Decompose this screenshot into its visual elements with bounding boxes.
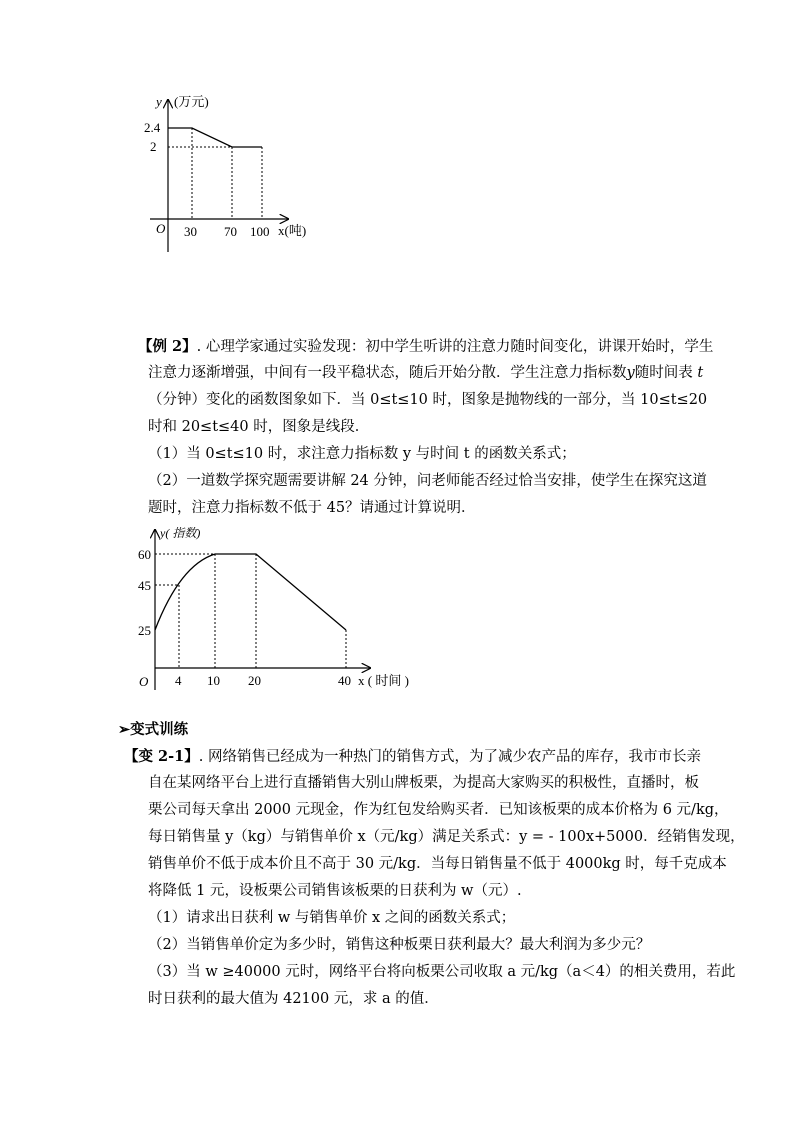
example2-line1-text: . 心理学家通过实验发现：初中学生听讲的注意力随时间变化，讲课开始时，学生 — [196, 339, 714, 355]
fig2-origin: O — [139, 674, 149, 689]
example2-line4: 时和 20≤t≤40 时，图象是线段． — [148, 419, 370, 435]
fig2-ytick-45: 45 — [138, 578, 151, 593]
example2-question-2a: （2）一道数学探究题需要讲解 24 分钟，问老师能否经过恰当安排，使学生在探究这道 — [148, 473, 707, 489]
practice-line5: 销售单价不低于成本价且不高于 30 元/kg．当每日销售量不低于 4000kg 时，每千克成本 — [148, 856, 727, 872]
example2-question-2b: 题时，注意力指标数不低于 45？请通过计算说明． — [148, 500, 476, 516]
practice-line4: 每日销售量 y（kg）与销售单价 x（元/kg）满足关系式：y = - 100x+5000．经销售发现， — [148, 829, 745, 845]
example2-tag: 【例 2】 — [138, 338, 197, 355]
fig1-ytick-2: 2 — [150, 139, 157, 154]
practice-line3: 栗公司每天拿出 2000 元现金，作为红包发给购买者．已知该板栗的成本价格为 6 元/kg， — [148, 802, 729, 818]
fig2-linear-segments — [215, 554, 346, 630]
fig2-y-label: y( 指数) — [160, 526, 201, 540]
practice-question-3b: 时日获利的最大值为 42100 元，求 a 的值． — [148, 991, 439, 1007]
fig1-xtick-100: 100 — [250, 224, 270, 239]
fig2-xtick-4: 4 — [175, 673, 182, 688]
practice-question-1: （1）请求出日获利 w 与销售单价 x 之间的函数关系式； — [148, 910, 516, 926]
practice-question-3: （3）当 w ≥40000 元时，网络平台将向板栗公司收取 a 元/kg（a＜4）的相关费用，若此 — [148, 964, 736, 980]
example2-line2 — [148, 360, 704, 387]
fig1-y-unit: (万元) — [174, 94, 209, 109]
example2-question-1: （1）当 0≤t≤10 时，求注意力指标数 y 与时间 t 的函数关系式； — [148, 446, 576, 462]
fig1-x-label: x(吨) — [278, 223, 307, 238]
example2-line3: （分钟）变化的函数图象如下．当 0≤t≤10 时，图象是抛物线的一部分，当 10≤t≤20 — [148, 392, 708, 408]
fig1-function-line — [168, 128, 262, 147]
fig1-xtick-70: 70 — [224, 224, 237, 239]
fig1-ytick-2.4: 2.4 — [144, 120, 161, 135]
example2-line1 — [138, 333, 714, 361]
fig1-origin: O — [156, 221, 166, 236]
fig2-ytick-25: 25 — [138, 623, 151, 638]
practice-question-2: （2）当销售单价定为多少时，销售这种板栗日获利最大？最大利润为多少元？ — [148, 937, 651, 953]
fig2-xtick-10: 10 — [207, 673, 220, 688]
example2-line2a: 注意力逐渐增强，中间有一段平稳状态，随后开始分散．学生注意力指标数 — [148, 365, 627, 381]
fig1-guide-lines — [168, 128, 262, 219]
fig1-xtick-30: 30 — [184, 224, 197, 239]
figure-1-piecewise-graph — [130, 90, 330, 260]
fig2-parabola-segment — [155, 554, 215, 630]
fig1-y-var: y — [156, 94, 162, 109]
practice-line6: 将降低 1 元，设板栗公司销售该板栗的日获利为 w（元）. — [148, 883, 522, 899]
fig2-ytick-60: 60 — [138, 547, 151, 562]
practice-line1 — [124, 743, 701, 771]
fig2-xtick-20: 20 — [248, 673, 261, 688]
practice-line2: 自在某网络平台上进行直播销售大别山牌板栗，为提高大家购买的积极性，直播时，板 — [148, 775, 699, 791]
example2-line2c: t — [697, 365, 704, 381]
practice-tag: 【变 2-1】 — [124, 748, 199, 765]
fig2-xtick-40: 40 — [338, 673, 351, 688]
practice-heading: ➢变式训练 — [118, 721, 189, 738]
figure-2-attention-graph — [130, 525, 440, 695]
fig2-x-label: x ( 时间 ) — [358, 673, 409, 688]
practice-line1-text: . 网络销售已经成为一种热门的销售方式，为了减少农产品的库存，我市市长亲 — [198, 749, 701, 765]
example2-line2b: 随时间表 — [634, 365, 693, 381]
fig2-guide-lines — [155, 554, 346, 668]
example2-line2-var: y — [626, 365, 635, 381]
